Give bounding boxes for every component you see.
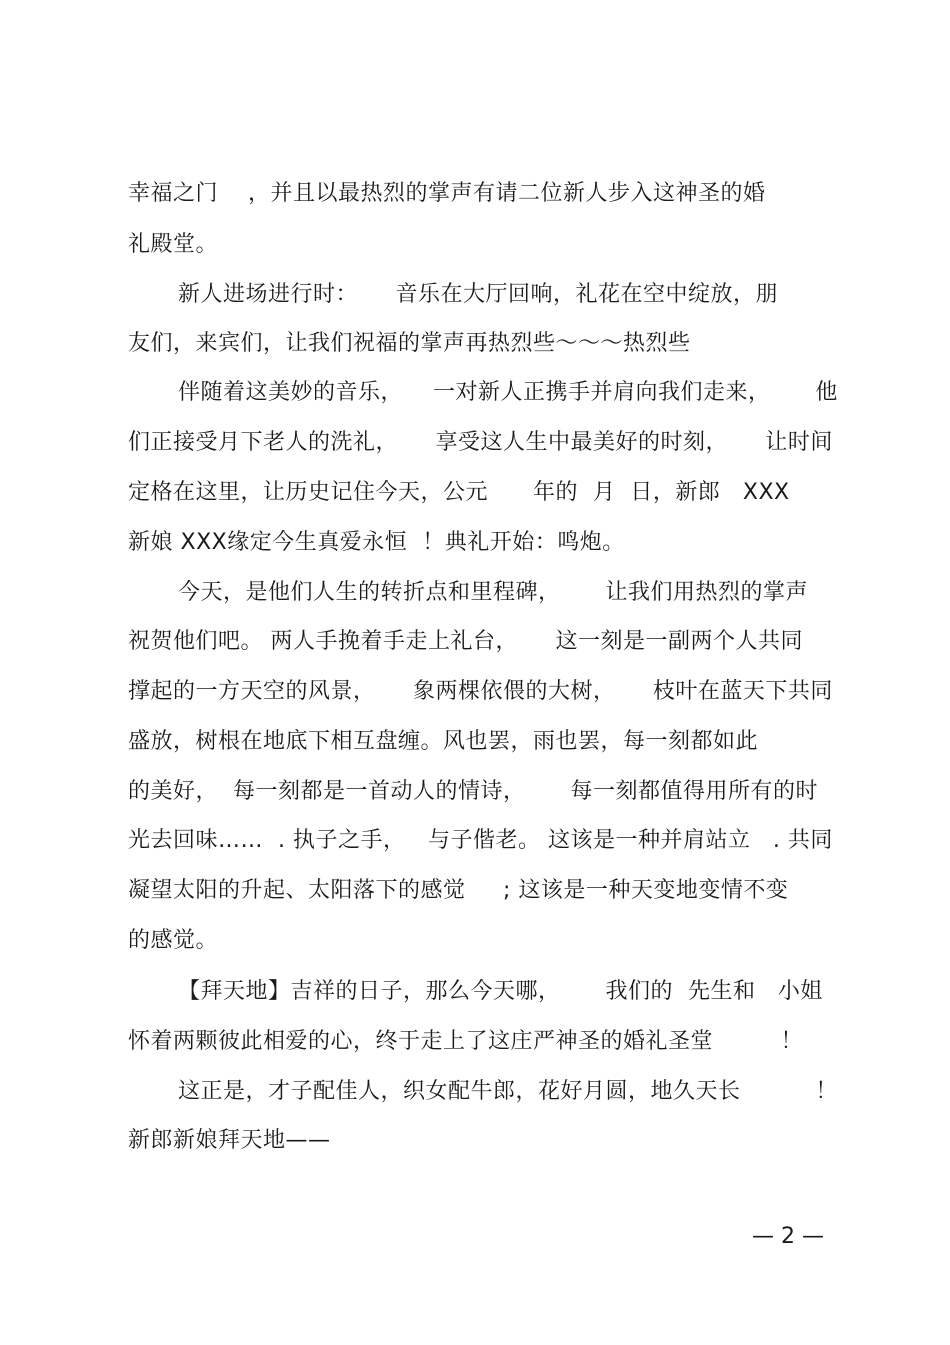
text-line: 盛放，树根在地底下相互盘缠。风也罢，雨也罢，每一刻都如此 [128,729,759,754]
text-line: 幸福之门 ，并且以最热烈的掌声有请二位新人步入这神圣的婚 [128,181,766,206]
text-line: 的感觉。 [128,928,219,953]
text-line: 今天，是他们人生的转折点和里程碑， 让我们用热烈的掌声 [178,580,808,605]
text-line: 【拜天地】吉祥的日子，那么今天哪， 我们的 先生和 小姐 [178,979,823,1004]
text-line: 凝望太阳的升起、太阳落下的感觉 ; 这该是一种天变地变情不变 [128,878,789,903]
text-line: 怀着两颗彼此相爱的心，终于走上了这庄严神圣的婚礼圣堂 ！ [128,1029,803,1054]
text-line: 新郎新娘拜天地—— [128,1128,331,1153]
text-line: 友们，来宾们，让我们祝福的掌声再热烈些～～～热烈些 [128,331,691,356]
text-line: 这正是，才子配佳人，织女配牛郎，花好月圆，地久天长 ！ [178,1079,838,1104]
text-line: 的美好， 每一刻都是一首动人的情诗， 每一刻都值得用所有的时 [128,779,818,804]
page-number: — 2 — [752,1224,824,1249]
text-line: 祝贺他们吧。 两人手挽着手走上礼台， 这一刻是一副两个人共同 [128,629,803,654]
text-line: 新人进场进行时： 音乐在大厅回响，礼花在空中绽放，朋 [178,282,778,307]
text-line: 撑起的一方天空的风景， 象两棵依偎的大树， 枝叶在蓝天下共同 [128,679,833,704]
text-line: 礼殿堂。 [128,232,219,257]
text-line: 定格在这里，让历史记住今天，公元 年的 月 日，新郎 XXX [128,480,790,505]
text-line: 光去回味…… . 执子之手， 与子偕老。 这该是一种并肩站立 . 共同 [128,828,833,853]
text-line: 们正接受月下老人的洗礼， 享受这人生中最美好的时刻， 让时间 [128,430,833,455]
text-line: 伴随着这美妙的音乐， 一对新人正携手并肩向我们走来， 他 [178,380,838,405]
text-line: 新娘 XXX缘定今生真爱永恒 ！典礼开始：鸣炮。 [128,530,625,555]
